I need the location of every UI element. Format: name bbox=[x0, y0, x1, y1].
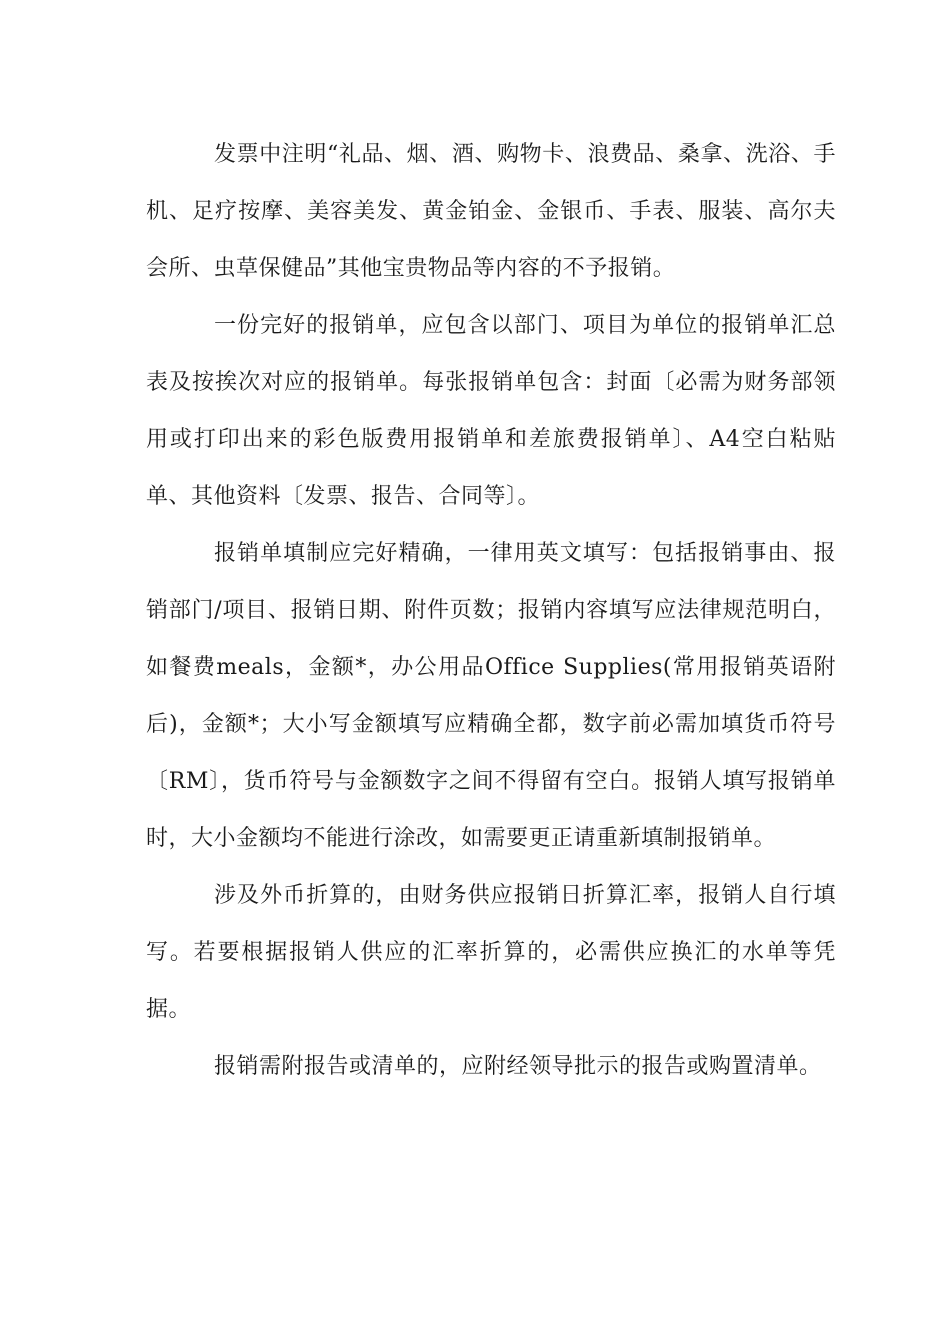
paragraph-attachments: 报销需附报告或清单的，应附经领导批示的报告或购置清单。 bbox=[214, 1054, 822, 1079]
paragraph-complete-form: 一份完好的报销单，应包含以部门、项目为单位的报销单汇总表及按挨次对应的报销单。每张报销单包含：封面〔必需为财务部领用或打印出来的彩色版费用报销单和差旅费报销单〕、A4空白粘贴单、其他资料〔发票、报告、合同等〕。 bbox=[146, 313, 836, 509]
paragraph-form-filling: 报销单填制应完好精确，一律用英文填写：包括报销事由、报销部门/项目、报销日期、附件页数；报销内容填写应法律规范明白，如餐费meals，金额*，办公用品Office Supplies(常用报销英语附后)，金额*；大小写金额填写应精确全都，数字前必需加填货币符号〔RM〕，货币符号与金额数字之间不得留有空白。报销人填写报销单时，大小金额均不能进行涂改，如需要更正请重新填制报销单。 bbox=[146, 541, 836, 851]
document-body bbox=[146, 126, 836, 1095]
paragraph-invoice-exclusions: 发票中注明“礼品、烟、酒、购物卡、浪费品、桑拿、洗浴、手机、足疗按摩、美容美发、黄金铂金、金银币、手表、服装、高尔夫会所、虫草保健品”其他宝贵物品等内容的不予报销。 bbox=[146, 142, 836, 281]
paragraph-foreign-currency: 涉及外币折算的，由财务供应报销日折算汇率，报销人自行填写。若要根据报销人供应的汇率折算的，必需供应换汇的水单等凭据。 bbox=[146, 883, 836, 1022]
